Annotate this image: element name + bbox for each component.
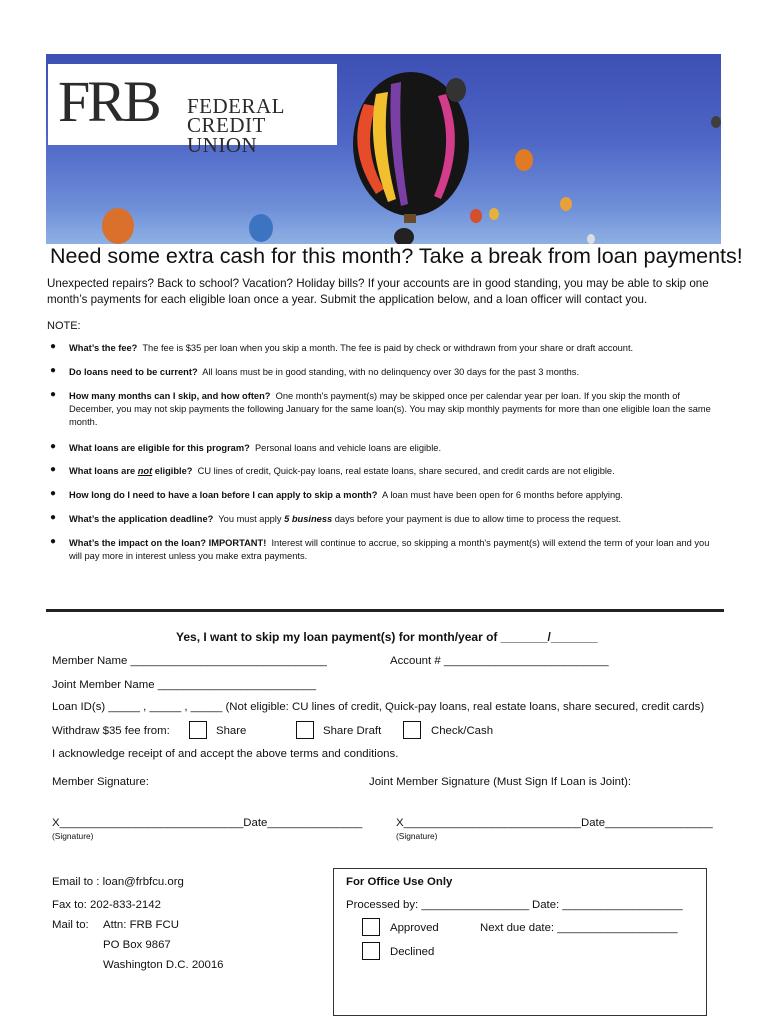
faq-answer: All loans must be in good standing, with no delinquency over 30 days for the past 3 months. bbox=[202, 367, 580, 377]
joint-member-name-field[interactable]: Joint Member Name _________________________ bbox=[52, 679, 317, 691]
bullet-dot: ● bbox=[50, 464, 57, 475]
faq-how-long bbox=[69, 489, 719, 502]
bullet-dot: ● bbox=[50, 512, 57, 523]
fax-contact: Fax to: 202-833-2142 bbox=[52, 899, 161, 911]
joint-signature-label: Joint Member Signature (Must Sign If Loan is Joint): bbox=[369, 776, 632, 788]
faq-fee bbox=[69, 342, 719, 355]
joint-signature-line[interactable]: X____________________________Date_________________ bbox=[396, 817, 713, 829]
intro-line-1: Unexpected repairs? Back to school? Vacation? Holiday bills? If your accounts are in good standing, you may be able to skip one bbox=[47, 277, 709, 290]
approved-checkbox[interactable] bbox=[362, 918, 380, 936]
check-cash-label: Check/Cash bbox=[431, 725, 494, 737]
headline: Need some extra cash for this month? Take a break from loan payments! bbox=[50, 244, 743, 268]
faq-question: What’s the fee? bbox=[69, 343, 138, 353]
faq-question: What’s the impact on the loan? IMPORTANT! bbox=[69, 538, 267, 548]
faq-deadline bbox=[69, 513, 719, 526]
declined-label: Declined bbox=[390, 946, 435, 958]
bullet-dot: ● bbox=[50, 488, 57, 499]
share-draft-label: Share Draft bbox=[323, 725, 382, 737]
frb-logo bbox=[48, 64, 337, 157]
logo-credit-union: CREDIT UNION bbox=[187, 113, 266, 157]
office-use-box bbox=[333, 868, 707, 1016]
faq-answer: You must apply 5 business days before your payment is due to allow time to process the request. bbox=[218, 514, 622, 524]
next-due-date-field[interactable]: Next due date: ___________________ bbox=[480, 922, 678, 934]
declined-checkbox[interactable] bbox=[362, 942, 380, 960]
faq-answer: Interest will continue to accrue, so skipping a month's payment(s) will extend the term of your loan and you will pay more in interest unless you make extra payments. bbox=[69, 538, 710, 561]
acknowledge-text: I acknowledge receipt of and accept the above terms and conditions. bbox=[52, 748, 399, 760]
bullet-dot: ● bbox=[50, 365, 57, 376]
faq-question: How many months can I skip, and how often? bbox=[69, 391, 271, 401]
mail-city: Washington D.C. 20016 bbox=[103, 959, 224, 971]
loan-ids-field[interactable]: Loan ID(s) _____ , _____ , _____ (Not eligible: CU lines of credit, Quick-pay loans, real estate loans, share secured, credit cards) bbox=[52, 701, 705, 713]
faq-answer: The fee is $35 per loan when you skip a month. The fee is paid by check or withdrawn from your share or draft account. bbox=[142, 343, 634, 353]
section-divider bbox=[46, 609, 724, 612]
approved-label: Approved bbox=[390, 922, 439, 934]
check-cash-checkbox[interactable] bbox=[403, 721, 421, 739]
intro-line-2: month’s payments for each eligible loan once a year. Submit the application below, and a loan officer will contact you. bbox=[47, 293, 648, 306]
signature-caption: (Signature) bbox=[52, 831, 94, 841]
logo-federal: FEDERAL bbox=[187, 94, 285, 118]
signature-caption: (Signature) bbox=[396, 831, 438, 841]
processed-by-field[interactable]: Processed by: _________________ bbox=[346, 899, 530, 911]
share-checkbox[interactable] bbox=[189, 721, 207, 739]
bullet-dot: ● bbox=[50, 441, 57, 452]
email-contact: Email to : loan@frbfcu.org bbox=[52, 876, 184, 888]
faq-answer: Personal loans and vehicle loans are eligible. bbox=[254, 443, 442, 453]
faq-question: Do loans need to be current? bbox=[69, 367, 198, 377]
share-draft-checkbox[interactable] bbox=[296, 721, 314, 739]
account-number-field[interactable]: Account # __________________________ bbox=[390, 655, 609, 667]
mail-attn: Attn: FRB FCU bbox=[103, 919, 179, 931]
faq-not-eligible bbox=[69, 465, 719, 478]
member-signature-line[interactable]: X_____________________________Date_______________ bbox=[52, 817, 363, 829]
withdraw-label: Withdraw $35 fee from: bbox=[52, 725, 170, 737]
bullet-dot: ● bbox=[50, 389, 57, 400]
member-name-field[interactable]: Member Name _______________________________ bbox=[52, 655, 327, 667]
faq-how-often bbox=[69, 390, 719, 429]
faq-answer: A loan must have been open for 6 months before applying. bbox=[382, 490, 623, 500]
faq-question: What’s the application deadline? bbox=[69, 514, 214, 524]
logo-frb-text: FRB bbox=[58, 69, 159, 134]
mail-po-box: PO Box 9867 bbox=[103, 939, 171, 951]
faq-answer: One month's payment(s) may be skipped once per calendar year per loan. If you skip the month of December, you may not skip payments the following January for the same loan(s). You may skip monthly payments for more than one eligible loan the same month. bbox=[69, 391, 711, 427]
faq-answer: CU lines of credit, Quick-pay loans, real estate loans, share secured, and credit cards are not eligible. bbox=[197, 466, 615, 476]
office-date-field[interactable]: Date: ___________________ bbox=[532, 899, 683, 911]
member-signature-label: Member Signature: bbox=[52, 776, 149, 788]
mail-label: Mail to: bbox=[52, 919, 89, 931]
faq-eligible bbox=[69, 442, 719, 455]
faq-impact bbox=[69, 537, 719, 563]
share-label: Share bbox=[216, 725, 247, 737]
form-title: Yes, I want to skip my loan payment(s) for month/year of _______/_______ bbox=[176, 630, 598, 644]
office-title: For Office Use Only bbox=[346, 876, 453, 888]
note-label: NOTE: bbox=[47, 320, 81, 332]
faq-question: What loans are not eligible? bbox=[69, 466, 193, 476]
faq-question: What loans are eligible for this program? bbox=[69, 443, 250, 453]
faq-current bbox=[69, 366, 719, 379]
faq-question: How long do I need to have a loan before I can apply to skip a month? bbox=[69, 490, 378, 500]
bullet-dot: ● bbox=[50, 536, 57, 547]
bullet-dot: ● bbox=[50, 341, 57, 352]
